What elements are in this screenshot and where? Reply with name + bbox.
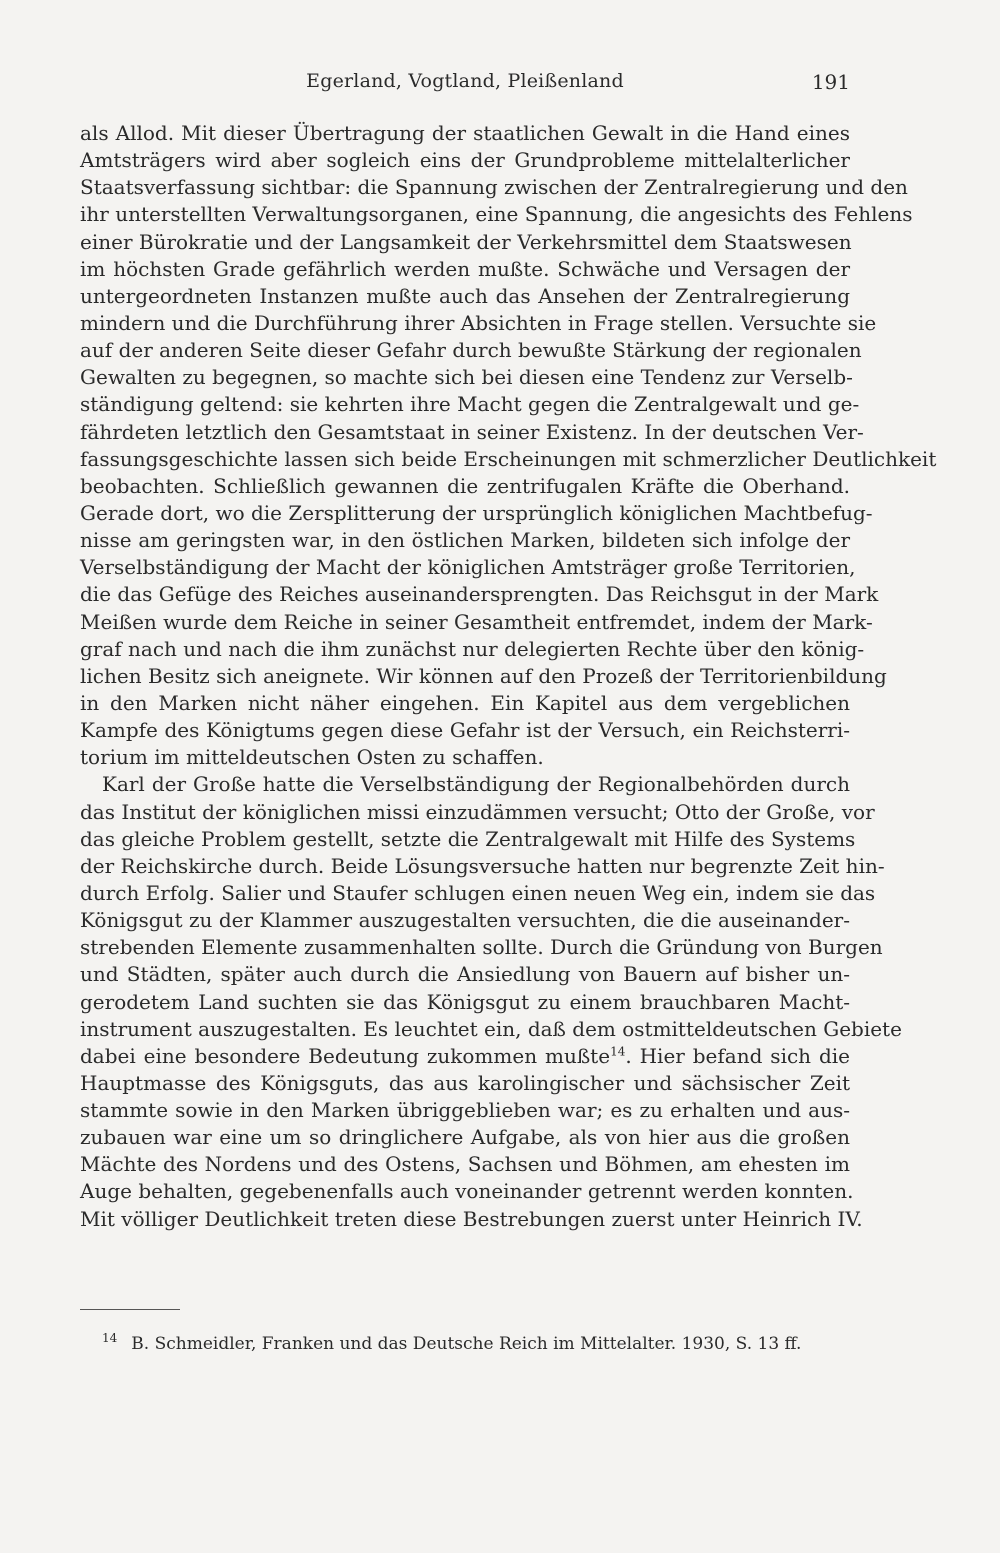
text-line: graf nach und nach die ihm zunächst nur delegierten Rechte über den könig- <box>80 636 865 661</box>
text-line: zubauen war eine um so dringlichere Aufgabe, als von hier aus die großen <box>80 1125 850 1150</box>
text-line: mindern und die Durchführung ihrer Absichten in Frage stellen. Versuchte sie <box>80 310 877 335</box>
text-line: Gewalten zu begegnen, so machte sich bei diesen eine Tendenz zur Verselb- <box>80 365 853 390</box>
text-line: Staatsverfassung sichtbar: die Spannung zwischen der Zentralregierung und den <box>80 175 908 200</box>
text-line: torium im mitteldeutschen Osten zu schaffen. <box>80 745 544 770</box>
text-line: Kampfe des Königtums gegen diese Gefahr ist der Versuch, ein Reichsterri- <box>80 718 850 743</box>
footnote-reference[interactable]: 14 <box>610 1044 626 1059</box>
text-line: im höchsten Grade gefährlich werden mußte. Schwäche und Versagen der <box>80 256 850 281</box>
text-line: einer Bürokratie und der Langsamkeit der Verkehrsmittel dem Staatswesen <box>80 229 852 254</box>
text-line: ständigung geltend: sie kehrten ihre Macht gegen die Zentralgewalt und ge- <box>80 392 860 417</box>
text-line: auf der anderen Seite dieser Gefahr durch bewußte Stärkung der regionalen <box>80 338 862 363</box>
text-line: in den Marken nicht näher eingehen. Ein Kapitel aus dem vergeblichen <box>80 690 850 715</box>
running-header <box>80 70 850 100</box>
text-line: die das Gefüge des Reiches auseinandersprengten. Das Reichsgut in der Mark <box>80 582 879 607</box>
text-line: Verselbständigung der Macht der königlichen Amtsträger große Territorien, <box>80 555 856 580</box>
text-line: nisse am geringsten war, in den östlichen Marken, bildeten sich infolge der <box>80 528 850 553</box>
text-line: durch Erfolg. Salier und Staufer schlugen einen neuen Weg ein, indem sie das <box>80 880 876 905</box>
text-line: stammte sowie in den Marken übriggeblieben war; es zu erhalten und aus- <box>80 1098 850 1123</box>
text-line: strebenden Elemente zusammenhalten sollte. Durch die Gründung von Burgen <box>80 935 883 960</box>
text-line: das gleiche Problem gestellt, setzte die Zentralgewalt mit Hilfe des Systems <box>80 826 856 851</box>
running-title: Egerland, Vogtland, Pleißenland <box>306 70 624 92</box>
footnote <box>102 1332 862 1356</box>
text-line: Meißen wurde dem Reiche in seiner Gesamtheit entfremdet, indem der Mark- <box>80 609 873 634</box>
text-line: ihr unterstellten Verwaltungsorganen, eine Spannung, die angesichts des Fehlens <box>80 202 913 227</box>
text-line-with-footnote-ref <box>80 1043 850 1070</box>
footnote-mark: 14 <box>102 1331 118 1346</box>
text-line: instrument auszugestalten. Es leuchtet ein, daß dem ostmitteldeutschen Gebiete <box>80 1016 902 1041</box>
text-line: Mit völliger Deutlichkeit treten diese Bestrebungen zuerst unter Heinrich IV. <box>80 1206 863 1231</box>
text-line: Auge behalten, gegebenenfalls auch voneinander getrennt werden konnten. <box>80 1179 854 1204</box>
page-number: 191 <box>811 70 850 94</box>
footnote-text: B. Schmeidler, Franken und das Deutsche Reich im Mittelalter. 1930, S. 13 ff. <box>131 1334 802 1354</box>
text-line: beobachten. Schließlich gewannen die zentrifugalen Kräfte die Oberhand. <box>80 473 850 498</box>
text-line: Mächte des Nordens und des Ostens, Sachsen und Böhmen, am ehesten im <box>80 1152 850 1177</box>
text-line: lichen Besitz sich aneignete. Wir können auf den Prozeß der Territorienbildung <box>80 663 887 688</box>
text-line: das Institut der königlichen missi einzudämmen versucht; Otto der Große, vor <box>80 799 875 824</box>
text-line: Gerade dort, wo die Zersplitterung der ursprünglich königlichen Machtbefug- <box>80 500 873 525</box>
text-line: der Reichskirche durch. Beide Lösungsversuche hatten nur begrenzte Zeit hin- <box>80 853 885 878</box>
text-line: Königsgut zu der Klammer auszugestalten versuchten, die die auseinander- <box>80 908 850 933</box>
text-line: untergeordneten Instanzen mußte auch das Ansehen der Zentralregierung <box>80 283 850 308</box>
footnote-divider <box>80 1309 180 1310</box>
text-line: als Allod. Mit dieser Übertragung der staatlichen Gewalt in die Hand eines <box>80 121 850 145</box>
text-line: Amtsträgers wird aber sogleich eins der Grundprobleme mittelalterlicher <box>80 148 850 173</box>
text-line: Karl der Große hatte die Verselbständigung der Regionalbehörden durch <box>102 772 850 797</box>
text-line: gerodetem Land suchten sie das Königsgut zu einem brauchbaren Macht- <box>80 989 850 1014</box>
text-line: Hauptmasse des Königsguts, das aus karolingischer und sächsischer Zeit <box>80 1070 850 1095</box>
text-line: und Städten, später auch durch die Ansiedlung von Bauern auf bisher un- <box>80 962 850 987</box>
text-line: fährdeten letztlich den Gesamtstaat in seiner Existenz. In der deutschen Ver- <box>80 419 864 444</box>
text-segment: . Hier befand sich die <box>625 1043 850 1068</box>
text-segment: dabei eine besondere Bedeutung zukommen mußte <box>80 1043 611 1068</box>
body-text <box>80 120 937 1233</box>
text-line: fassungsgeschichte lassen sich beide Erscheinungen mit schmerzlicher Deutlichkeit <box>80 446 937 471</box>
